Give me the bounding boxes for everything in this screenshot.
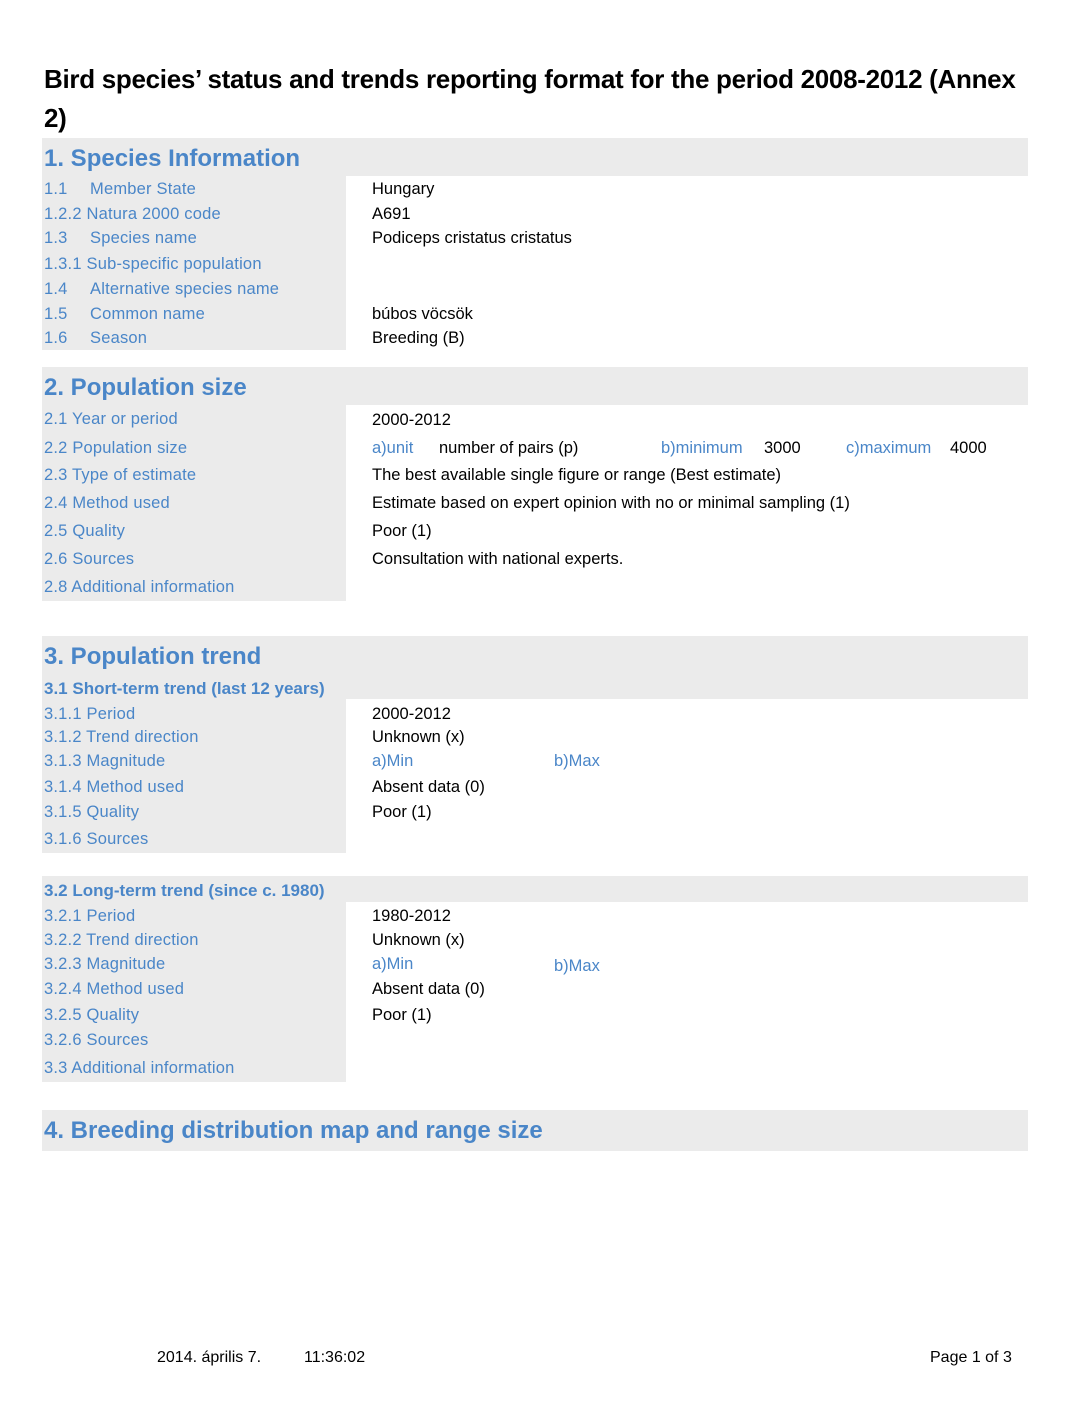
row-member-state-value: Hungary xyxy=(372,180,435,198)
short-trend-value: Unknown (x) xyxy=(372,728,465,746)
row-additional-info-label: 2.8 Additional information xyxy=(44,578,235,596)
row-population-size-label: 2.2 Population size xyxy=(44,439,188,457)
long-min-label: a)Min xyxy=(372,955,414,973)
long-max-label: b)Max xyxy=(554,957,600,975)
footer-time: 11:36:02 xyxy=(304,1349,366,1366)
long-trend-value: Unknown (x) xyxy=(372,931,465,949)
row-label: Member State xyxy=(90,180,197,198)
long-period-label: 3.2.1 Period xyxy=(44,907,136,925)
row-quality-value: Poor (1) xyxy=(372,522,432,540)
long-method-value: Absent data (0) xyxy=(372,980,485,998)
row-species-name-value: Podiceps cristatus cristatus xyxy=(372,229,572,247)
short-sources-label: 3.1.6 Sources xyxy=(44,830,149,848)
section4-heading: 4. Breeding distribution map and range size xyxy=(44,1117,543,1144)
pop-minimum-label: b)minimum xyxy=(661,439,743,457)
row-sources-label: 2.6 Sources xyxy=(44,550,135,568)
section1-heading: 1. Species Information xyxy=(44,145,301,172)
short-max-label: b)Max xyxy=(554,752,600,770)
row-label: Alternative species name xyxy=(90,280,280,298)
row-alt-species-label xyxy=(44,279,279,299)
pop-maximum-label: c)maximum xyxy=(846,439,932,457)
pop-minimum-value: 3000 xyxy=(764,439,801,457)
row-number: 1.4 xyxy=(44,280,68,298)
row-number: 1.1 xyxy=(44,180,68,198)
footer-page-number: Page 1 of 3 xyxy=(930,1349,1012,1366)
row-natura-code-label: 1.2.2 Natura 2000 code xyxy=(44,205,221,223)
footer-date: 2014. április 7. xyxy=(157,1349,262,1366)
row-label: Common name xyxy=(90,305,205,323)
row-year-label: 2.1 Year or period xyxy=(44,410,178,428)
short-term-heading: 3.1 Short-term trend (last 12 years) xyxy=(44,679,325,698)
short-method-value: Absent data (0) xyxy=(372,778,485,796)
long-term-heading: 3.2 Long-term trend (since c. 1980) xyxy=(44,881,325,900)
long-sources-label: 3.2.6 Sources xyxy=(44,1031,149,1049)
long-quality-value: Poor (1) xyxy=(372,1006,432,1024)
section3-heading: 3. Population trend xyxy=(44,643,262,670)
short-period-value: 2000-2012 xyxy=(372,705,451,723)
short-min-label: a)Min xyxy=(372,752,414,770)
row-number: 1.3 xyxy=(44,229,68,247)
document-title: Bird species’ status and trends reporting format for the period 2008-2012 (Annex 2) xyxy=(44,64,1016,133)
row-season-label xyxy=(44,328,147,348)
short-method-label: 3.1.4 Method used xyxy=(44,778,185,796)
short-quality-label: 3.1.5 Quality xyxy=(44,803,140,821)
long-quality-label: 3.2.5 Quality xyxy=(44,1006,140,1024)
short-magnitude-label: 3.1.3 Magnitude xyxy=(44,752,166,770)
row-number: 1.5 xyxy=(44,305,68,323)
short-quality-value: Poor (1) xyxy=(372,803,432,821)
row-sub-specific-label: 1.3.1 Sub-specific population xyxy=(44,255,262,273)
row-species-name-label xyxy=(44,228,197,248)
pop-maximum-value: 4000 xyxy=(950,439,987,457)
row-method-label: 2.4 Method used xyxy=(44,494,170,512)
row-number: 1.6 xyxy=(44,329,68,347)
pop-unit-value: number of pairs (p) xyxy=(439,439,579,457)
row-label: Species name xyxy=(90,229,197,247)
row-sources-value: Consultation with national experts. xyxy=(372,550,624,568)
row-method-value: Estimate based on expert opinion with no or minimal sampling (1) xyxy=(372,494,850,512)
row-type-estimate-value: The best available single figure or range (Best estimate) xyxy=(372,466,782,484)
long-magnitude-label: 3.2.3 Magnitude xyxy=(44,955,166,973)
row-year-value: 2000-2012 xyxy=(372,411,451,429)
row-quality-label: 2.5 Quality xyxy=(44,522,126,540)
trend-additional-info-label: 3.3 Additional information xyxy=(44,1059,235,1077)
row-member-state-label xyxy=(44,179,196,199)
pop-unit-label: a)unit xyxy=(372,439,414,457)
row-common-name-label xyxy=(44,304,205,324)
long-trend-label: 3.2.2 Trend direction xyxy=(44,931,199,949)
long-method-label: 3.2.4 Method used xyxy=(44,980,185,998)
row-natura-code-value: A691 xyxy=(372,205,411,223)
row-type-estimate-label: 2.3 Type of estimate xyxy=(44,466,197,484)
long-period-value: 1980-2012 xyxy=(372,907,451,925)
short-period-label: 3.1.1 Period xyxy=(44,705,136,723)
row-common-name-value: búbos vöcsök xyxy=(372,305,473,323)
row-season-value: Breeding (B) xyxy=(372,329,465,347)
row-label: Season xyxy=(90,329,148,347)
short-trend-label: 3.1.2 Trend direction xyxy=(44,728,199,746)
section2-heading: 2. Population size xyxy=(44,374,247,401)
